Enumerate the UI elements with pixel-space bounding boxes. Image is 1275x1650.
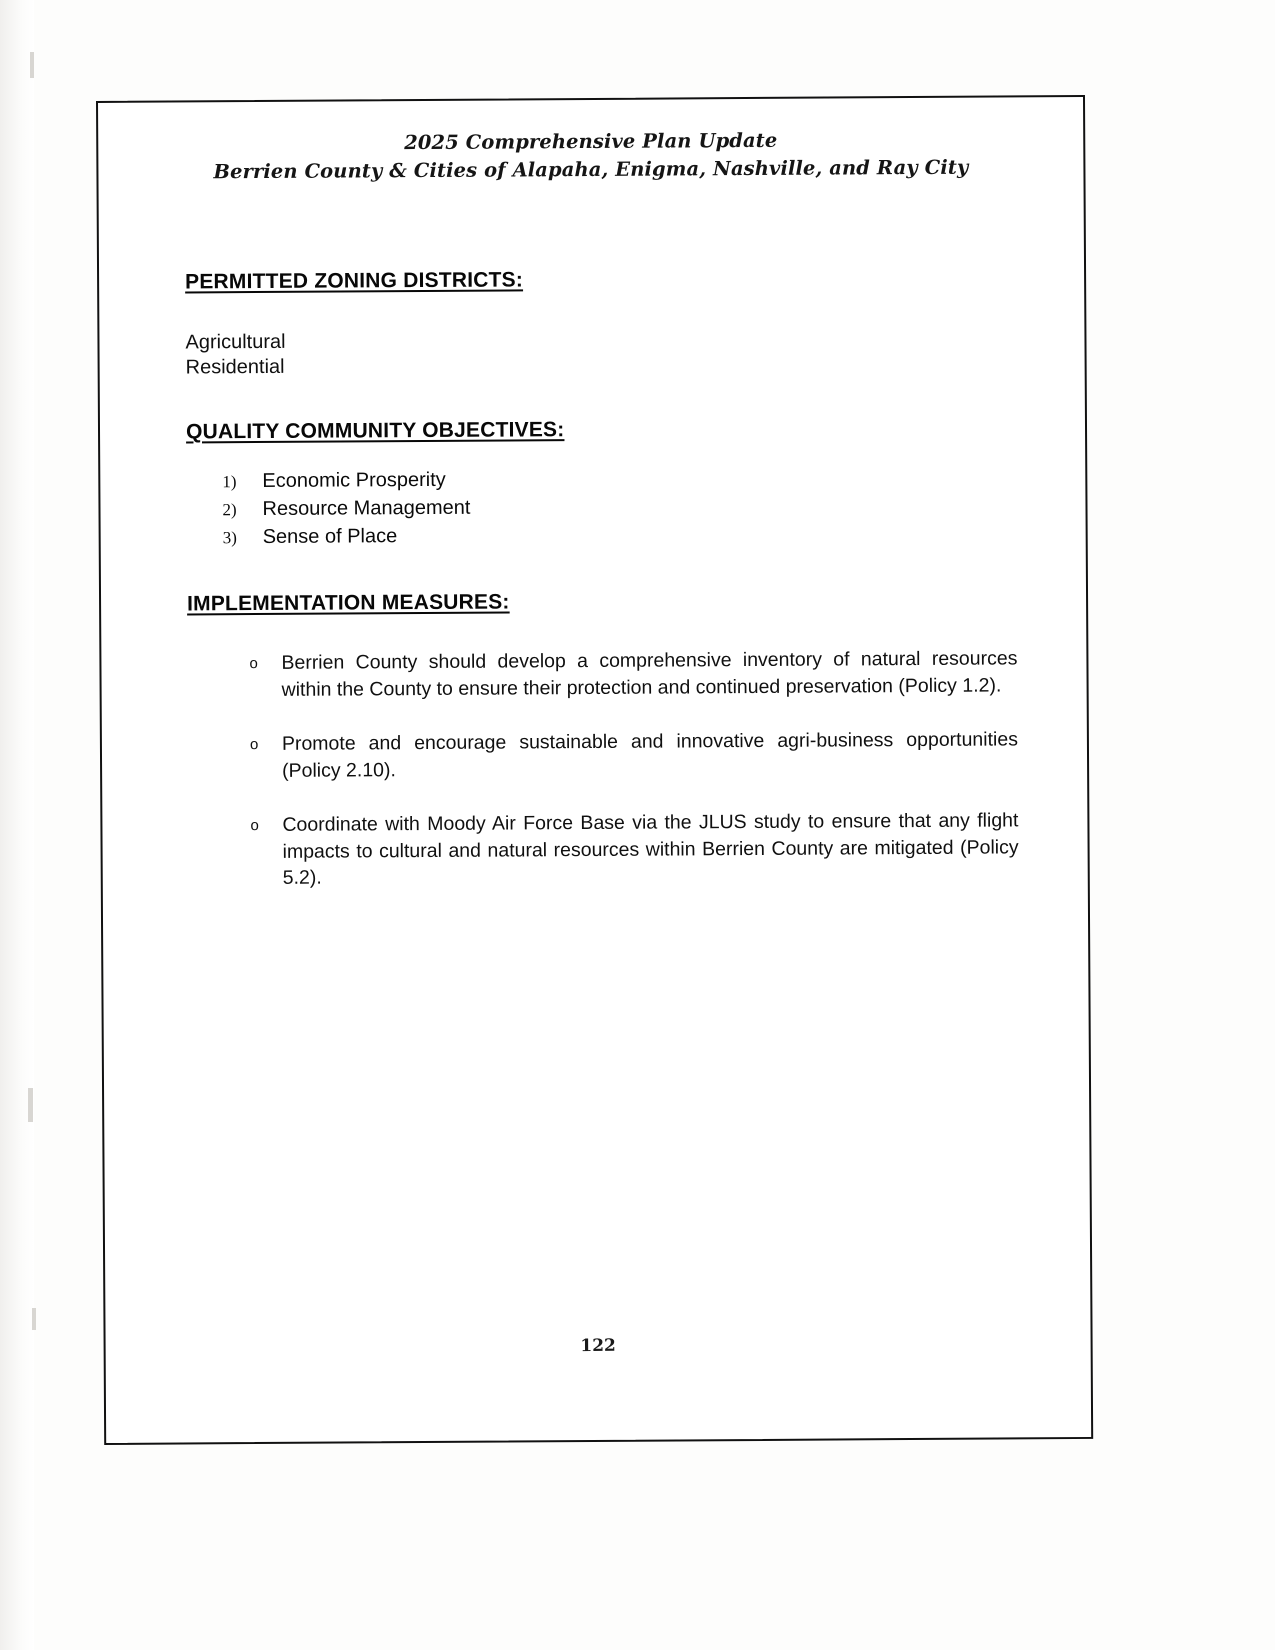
list-item (187, 645, 1017, 703)
zoning-item-residential: Residential (185, 355, 285, 379)
scan-speck (30, 52, 34, 78)
implementation-measure-text: Promote and encourage sustainable and innovative agri-business opportunities (Policy 2.10). (281, 728, 1018, 782)
document-header (98, 127, 1083, 184)
heading-quality-community-objectives: QUALITY COMMUNITY OBJECTIVES: (185, 418, 565, 444)
objective-label: Sense of Place (262, 525, 398, 548)
header-title-line2: Berrien County & Cities of Alapaha, Enigma, Nashville, and Ray City (213, 155, 969, 184)
page-inner (98, 97, 1091, 1443)
objective-label: Resource Management (262, 496, 471, 520)
circle-hollow-bullet-icon: o (249, 736, 259, 754)
zoning-districts-list (185, 325, 1015, 380)
header-title-line1: 2025 Comprehensive Plan Update (404, 128, 778, 155)
scan-speck (28, 1088, 33, 1122)
objective-number: 1) (222, 472, 237, 492)
list-item (188, 726, 1018, 784)
list-item (187, 519, 1017, 551)
page-content (185, 265, 1019, 892)
heading-implementation-measures: IMPLEMENTATION MEASURES: (187, 590, 510, 616)
list-item (188, 807, 1018, 892)
implementation-measures-list (187, 645, 1018, 892)
objective-number: 2) (222, 500, 237, 520)
objective-number: 3) (222, 528, 237, 548)
implementation-measure-text: Berrien County should develop a comprehensive inventory of natural resources within the County to ensure their protection and continued preservation (Policy 1.2). (281, 647, 1018, 701)
list-item (186, 491, 1016, 523)
objective-label: Economic Prosperity (262, 468, 446, 492)
document-page (96, 95, 1093, 1445)
quality-community-objectives-list (186, 463, 1016, 551)
zoning-item-agricultural: Agricultural (185, 330, 286, 354)
circle-hollow-bullet-icon: o (250, 817, 259, 835)
page-number: 122 (580, 1335, 616, 1357)
circle-hollow-bullet-icon: o (249, 655, 258, 673)
scan-speck (32, 1308, 36, 1330)
list-item (186, 463, 1016, 495)
heading-permitted-zoning-districts: PERMITTED ZONING DISTRICTS: (185, 268, 524, 294)
implementation-measure-text: Coordinate with Moody Air Force Base via the JLUS study to ensure that any flight impacts to cultural and natural resources within Berrien County are mitigated (Policy 5.2). (282, 809, 1019, 889)
scan-left-edge-shadow (0, 0, 34, 1650)
